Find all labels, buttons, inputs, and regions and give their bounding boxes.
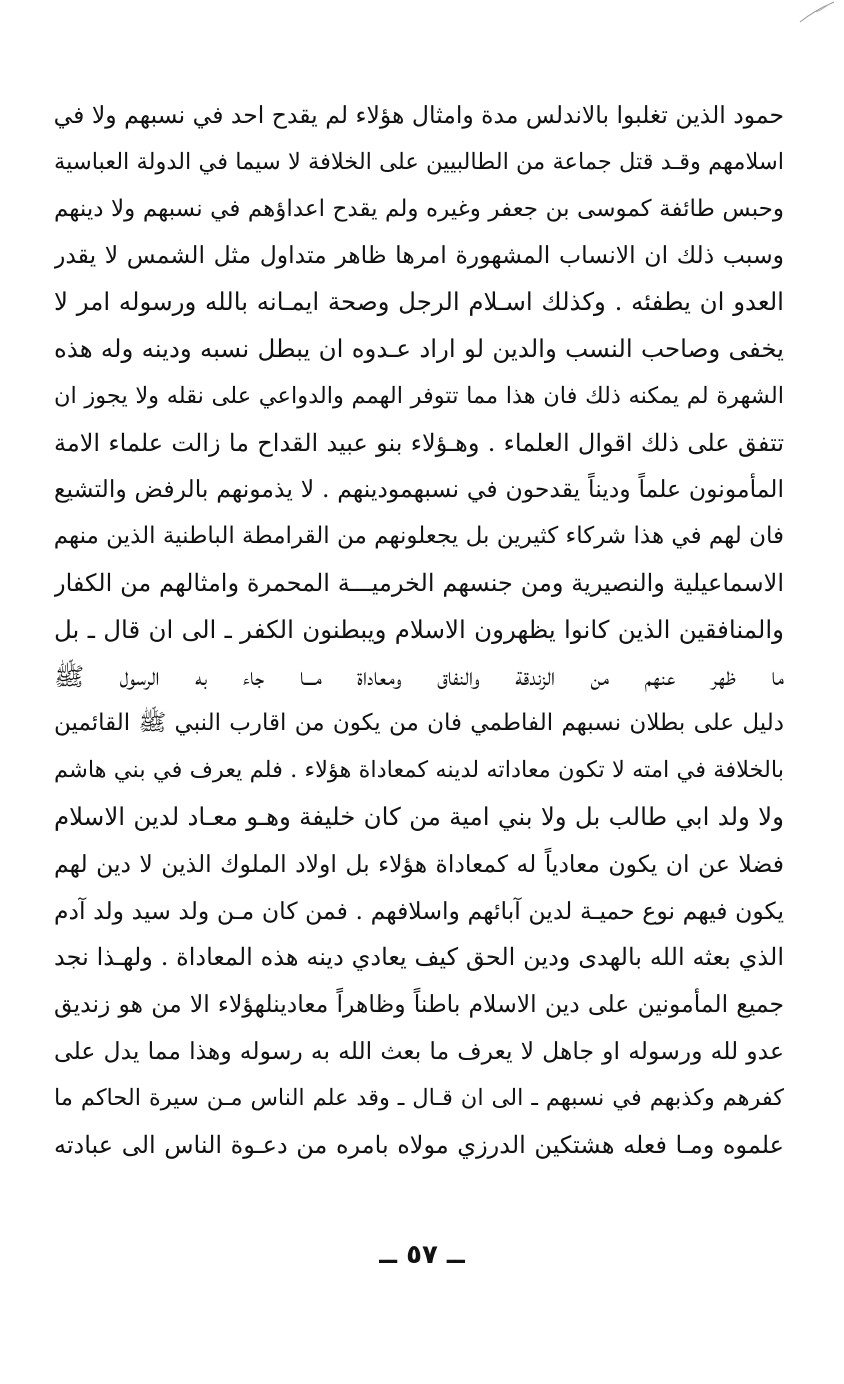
text-line: الاسماعيلية والنصيرية ومن جنسهم الخرميـــة المحمرة وامثالهم من الكفار <box>54 568 784 597</box>
text-line: ولا ولد ابي طالب بل ولا بني امية من كان خليفة وهـو معـاد لدين الاسلام <box>54 801 784 831</box>
page-number: ــ ٥٧ ــ <box>379 1240 465 1270</box>
text-line: اسلامهم وقـد قتل جماعة من الطالبيين على الخلافة لا سيما في الدولة العباسية <box>54 148 784 175</box>
text-line: العدو ان يطفئه . وكذلك اسـلام الرجل وصحة ايمـانه بالله ورسوله امر لا <box>54 287 784 317</box>
text-line: بالخلافة في امته لا تكون معاداته لدينه كمعاداة هؤلاء . فلم يعرف في بني هاشم <box>54 757 784 784</box>
text-line: عدو لله ورسوله او جاهل لا يعرف ما بعث الله به رسوله وهذا مما يدل على <box>54 1036 784 1065</box>
text-line: المأمونون علماً وديناً يقدحون في نسبهمودينهم . لا يذمونهم بالرفض والتشيع <box>54 475 784 504</box>
text-line: فان لهم في هذا شركاء كثيرين بل يجعلونهم من القرامطة الباطنية الذين منهم <box>54 523 784 550</box>
text-line: دليل على بطلان نسبهم الفاطمي فان من يكون من اقارب النبي ﷺ القائمين <box>54 710 784 737</box>
text-line: يكون فيهم نوع حميـة لدين آبائهم واسلافهم . فمن كان مـن ولد سيد ولد آدم <box>54 896 784 925</box>
text-line: علموه ومـا فعله هشتكين الدرزي مولاه بامره من دعـوة الناس الى عبادته <box>54 1130 784 1159</box>
page-corner-mark <box>796 0 836 26</box>
text-line: فضلا عن ان يكون معادياً له كمعاداة هؤلاء بل اولاد الملوك الذين لا دين لهم <box>54 849 784 878</box>
text-line: ما ظهر عنهم من الزندقة والنفاق ومعاداة مـــا جاء به الرسول ﷺ <box>54 661 784 691</box>
text-line: يخفى وصاحب النسب والدين لو اراد عـدوه ان يبطل نسبه ودينه وله هذه <box>54 333 784 363</box>
body-text <box>54 92 784 1168</box>
text-line: الذي بعثه الله بالهدى ودين الحق كيف يعادي دينه هذه المعاداة . ولهـذا نجد <box>54 943 784 972</box>
text-line: وحبس طائفة كموسى بن جعفر وغيره ولم يقدح اعداؤهم في نسبهم ولا دينهم <box>54 195 784 222</box>
text-line: جميع المأمونين على دين الاسلام باطناً وظاهراً معادينلهؤلاء الا من هو زنديق <box>54 990 784 1019</box>
text-line: والمنافقين الذين كانوا يظهرون الاسلام ويبطنون الكفر ـ الى ان قال ـ بل <box>54 614 784 644</box>
text-line: الشهرة لم يمكنه ذلك فان هذا مما تتوفر الهمم والدواعي على نقله ولا يجوز ان <box>54 382 784 409</box>
text-line: كفرهم وكذبهم في نسبهم ـ الى ان قـال ـ وقد علم الناس مـن سيرة الحاكم ما <box>54 1084 784 1111</box>
text-line: حمود الذين تغلبوا بالاندلس مدة وامثال هؤلاء لم يقدح احد في نسبهم ولا في <box>54 101 784 129</box>
text-line: وسبب ذلك ان الانساب المشهورة امرها ظاهر متداول مثل الشمس لا يقدر <box>54 241 784 270</box>
text-line: تتفق على ذلك اقوال العلماء . وهـؤلاء بنو عبيد القداح ما زالت علماء الامة <box>54 428 784 457</box>
